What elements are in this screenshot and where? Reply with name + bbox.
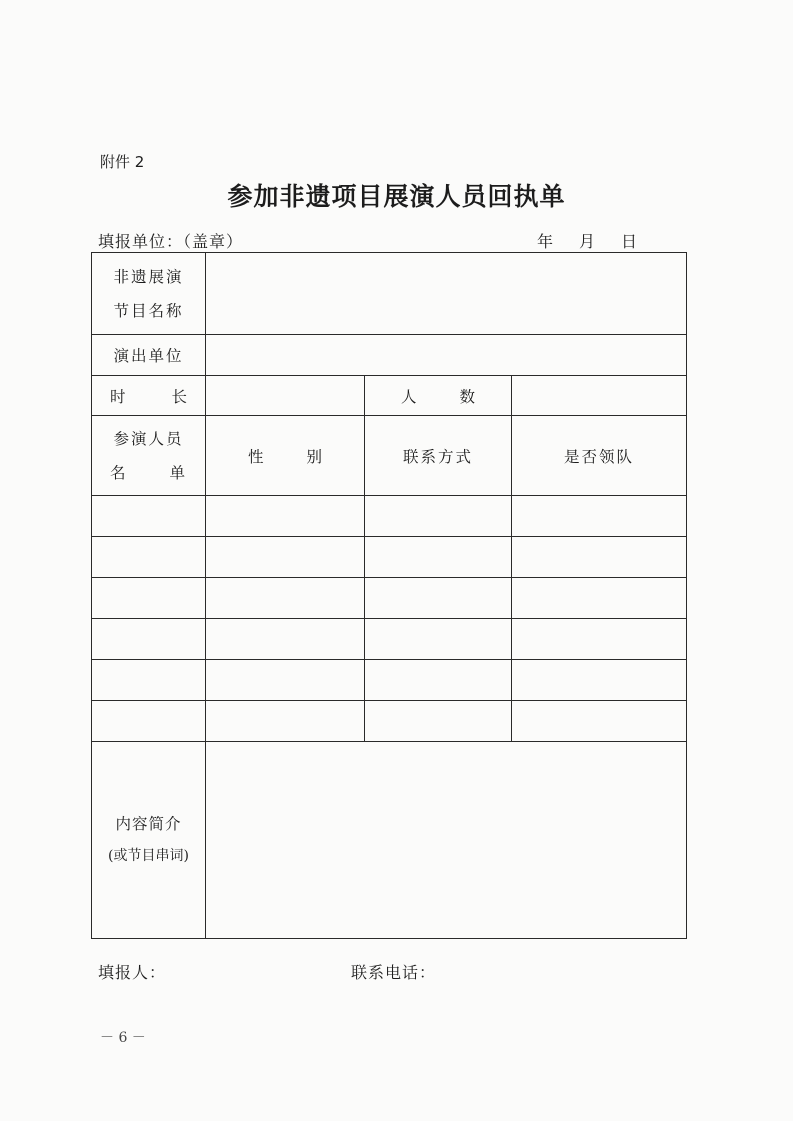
member-name-cell[interactable] <box>92 578 206 619</box>
member-gender-cell[interactable] <box>206 537 365 578</box>
date-day: 日 <box>621 232 638 251</box>
gender-header: 性 别 <box>206 416 365 496</box>
table-row <box>92 537 687 578</box>
member-name-cell[interactable] <box>92 619 206 660</box>
filling-unit-label: 填报单位：（盖章） <box>98 232 244 251</box>
row-member-header <box>92 416 687 496</box>
member-contact-cell[interactable] <box>365 619 512 660</box>
date-month: 月 <box>579 232 596 251</box>
member-name-cell[interactable] <box>92 496 206 537</box>
member-contact-cell[interactable] <box>365 496 512 537</box>
member-name-cell[interactable] <box>92 660 206 701</box>
intro-label: 内容简介 (或节目串词) <box>92 742 206 939</box>
member-leader-cell[interactable] <box>512 578 687 619</box>
page-number: － 6 － <box>100 1030 146 1046</box>
contact-header: 联系方式 <box>365 416 512 496</box>
member-name-cell[interactable] <box>92 701 206 742</box>
leader-header: 是否领队 <box>512 416 687 496</box>
member-gender-cell[interactable] <box>206 619 365 660</box>
performing-unit-field[interactable] <box>206 335 687 376</box>
member-gender-cell[interactable] <box>206 578 365 619</box>
member-leader-cell[interactable] <box>512 496 687 537</box>
attachment-label: 附件 2 <box>100 153 145 171</box>
member-name-cell[interactable] <box>92 537 206 578</box>
program-name-field[interactable] <box>206 253 687 335</box>
filler-label: 填报人： <box>98 963 167 982</box>
members-label: 参演人员 名 单 <box>92 416 206 496</box>
table-row <box>92 578 687 619</box>
intro-field[interactable] <box>206 742 687 939</box>
row-performing-unit <box>92 335 687 376</box>
duration-label: 时 长 <box>92 376 206 416</box>
member-leader-cell[interactable] <box>512 619 687 660</box>
row-intro <box>92 742 687 939</box>
row-duration-count <box>92 376 687 416</box>
member-contact-cell[interactable] <box>365 578 512 619</box>
member-gender-cell[interactable] <box>206 660 365 701</box>
row-program-name <box>92 253 687 335</box>
duration-field[interactable] <box>206 376 365 416</box>
table-row <box>92 660 687 701</box>
program-name-label: 非遗展演 节目名称 <box>92 253 206 335</box>
table-row <box>92 619 687 660</box>
member-leader-cell[interactable] <box>512 701 687 742</box>
performing-unit-label: 演出单位 <box>92 335 206 376</box>
member-contact-cell[interactable] <box>365 660 512 701</box>
member-gender-cell[interactable] <box>206 701 365 742</box>
member-gender-cell[interactable] <box>206 496 365 537</box>
receipt-form-table <box>91 252 687 939</box>
table-row <box>92 496 687 537</box>
count-field[interactable] <box>512 376 687 416</box>
member-leader-cell[interactable] <box>512 660 687 701</box>
table-row <box>92 701 687 742</box>
date-line <box>537 229 637 252</box>
member-contact-cell[interactable] <box>365 701 512 742</box>
contact-phone-label: 联系电话： <box>351 963 437 982</box>
date-year: 年 <box>537 232 554 251</box>
page-title: 参加非遗项目展演人员回执单 <box>227 182 566 211</box>
count-label: 人 数 <box>365 376 512 416</box>
member-leader-cell[interactable] <box>512 537 687 578</box>
member-contact-cell[interactable] <box>365 537 512 578</box>
